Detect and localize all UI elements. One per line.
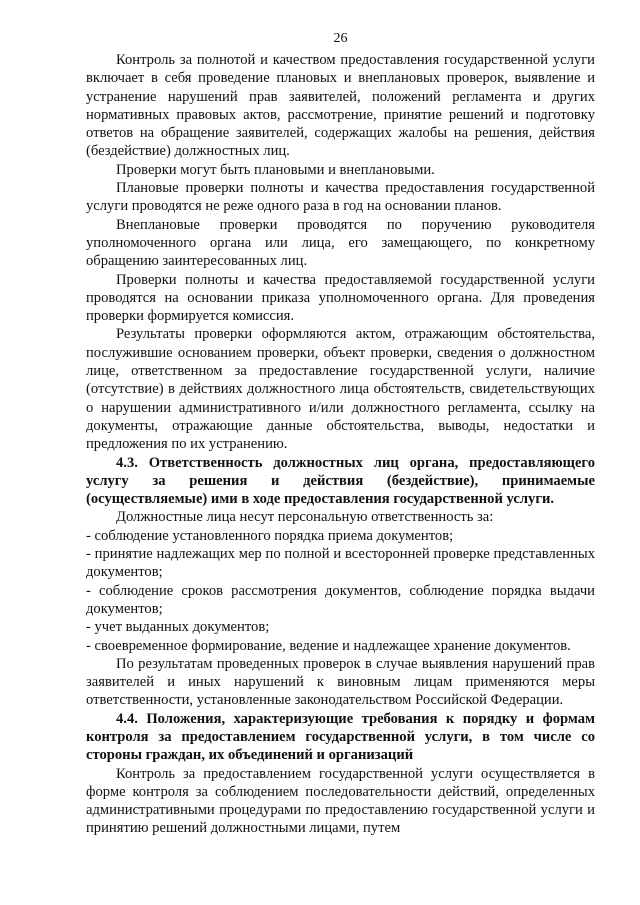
list-item: - своевременное формирование, ведение и надлежащее хранение документов. <box>86 637 571 654</box>
paragraph-control-form: Контроль за предоставлением государственной услуги осуществляется в форме контроля за соблюдением последовательности действий, определенных административными процедурами по предоставлению государственной услуги и принятию решений должностными лицами, путем <box>86 765 595 837</box>
paragraph-planned-inspections: Плановые проверки полноты и качества предоставления государственной услуги проводятся не реже одного раза в год на основании планов. <box>86 180 595 215</box>
section-heading-4-3: 4.3. Ответственность должностных лиц органа, предоставляющего услугу за решения и действия (бездействие), принимаемые (осуществляемые) ими в ходе предоставления государственной услуги. <box>86 454 595 508</box>
paragraph-inspection-basis: Проверки полноты и качества предоставляемой государственной услуги проводятся на основании приказа уполномоченного органа. Для проведения проверки формируется комиссия. <box>86 271 595 325</box>
paragraph-unplanned-inspections: Внеплановые проверки проводятся по поручению руководителя уполномоченного органа или лица, его замещающего, по конкретному обращению заинтересованных лиц. <box>86 216 595 270</box>
list-item: - соблюдение установленного порядка приема документов; <box>86 527 454 544</box>
paragraph-violation-measures: По результатам проведенных проверок в случае выявления нарушений прав заявителей и иных нарушений к виновным лицам применяются меры ответственности, установленные законодательством Российской Федерации. <box>86 655 595 709</box>
list-item: - соблюдение сроков рассмотрения документов, соблюдение порядка выдачи документов; <box>86 582 595 617</box>
paragraph-inspection-types: Проверки могут быть плановыми и внеплановыми. <box>116 161 435 178</box>
paragraph-control-scope: Контроль за полнотой и качеством предоставления государственной услуги включает в себя проведение плановых и внеплановых проверок, выявление и устранение нарушений прав заявителей, положений регламента и других нормативных правовых актов, рассмотрение, принятие решений и подготовку ответов на обращение заявителей, содержащих жалобы на решения, действия (бездействие) должностных лиц. <box>86 52 595 160</box>
paragraph-inspection-results: Результаты проверки оформляются актом, отражающим обстоятельства, послужившие основанием проверки, объект проверки, сведения о должностном лице, ответственном за предоставление государственной услуги, наличие (отсутствие) в действиях должностного лица обстоятельств, свидетельствующих о нарушении административного и/или должностного регламента, ссылку на документы, отражающие данные обстоятельства, выводы, недостатки и предложения по их устранению. <box>86 326 595 453</box>
paragraph-responsibility-intro: Должностные лица несут персональную ответственность за: <box>116 509 494 526</box>
page-number: 26 <box>333 31 348 46</box>
list-item: - принятие надлежащих мер по полной и всесторонней проверке представленных документов; <box>86 546 595 581</box>
list-item: - учет выданных документов; <box>86 619 270 636</box>
document-page <box>86 30 595 838</box>
section-heading-4-4: 4.4. Положения, характеризующие требования к порядку и формам контроля за предоставлением государственной услуги, в том числе со стороны граждан, их объединений и организаций <box>86 710 595 764</box>
